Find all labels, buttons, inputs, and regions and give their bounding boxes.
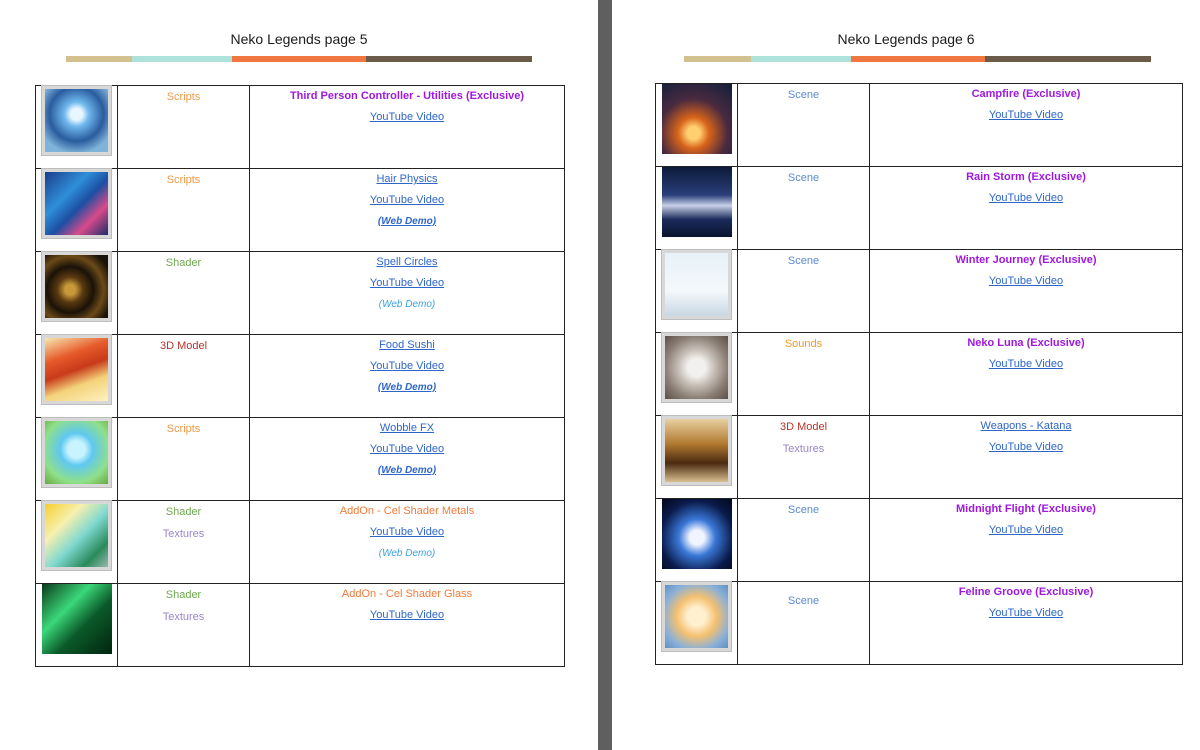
category-label: Scripts <box>166 423 201 435</box>
youtube-video-link[interactable]: YouTube Video <box>369 609 445 621</box>
table-row <box>36 418 565 501</box>
asset-title: Campfire (Exclusive) <box>971 88 1081 100</box>
thumbnail-cell <box>656 167 738 250</box>
witch-icon <box>662 499 732 569</box>
youtube-video-link[interactable]: YouTube Video <box>369 443 445 455</box>
asset-info-cell <box>870 250 1183 333</box>
cyber-character-icon <box>42 86 111 155</box>
youtube-video-link[interactable]: YouTube Video <box>369 526 445 538</box>
table-row <box>36 169 565 252</box>
table-row <box>36 252 565 335</box>
anime-hair-icon <box>42 169 111 238</box>
category-label: Shader <box>165 506 202 518</box>
category-cell <box>738 416 870 499</box>
asset-title: AddOn - Cel Shader Metals <box>339 505 475 517</box>
category-cell <box>118 86 250 169</box>
youtube-video-link[interactable]: YouTube Video <box>988 275 1064 287</box>
slime-icon <box>42 418 111 487</box>
thumbnail-cell <box>656 582 738 665</box>
thumbnail-cell <box>36 252 118 335</box>
web-demo-link[interactable]: (Web Demo) <box>378 548 436 559</box>
document-page-5 <box>0 0 598 750</box>
cat-icon <box>662 333 731 402</box>
youtube-video-link[interactable]: YouTube Video <box>369 194 445 206</box>
rain-storm-icon <box>662 167 732 237</box>
thumbnail-cell <box>36 86 118 169</box>
category-cell <box>738 84 870 167</box>
table-row <box>656 416 1183 499</box>
category-cell <box>118 418 250 501</box>
thumbnail-cell <box>36 169 118 252</box>
asset-title: Midnight Flight (Exclusive) <box>956 503 1096 515</box>
table-row <box>656 84 1183 167</box>
asset-info-cell <box>870 582 1183 665</box>
category-label: Scene <box>787 89 820 101</box>
category-label: Scene <box>787 255 820 267</box>
asset-info-cell <box>870 416 1183 499</box>
asset-title[interactable]: Wobble FX <box>379 422 435 434</box>
table-row <box>656 499 1183 582</box>
asset-title: Winter Journey (Exclusive) <box>955 254 1097 266</box>
asset-info-cell <box>250 584 565 667</box>
asset-title: AddOn - Cel Shader Glass <box>341 588 473 600</box>
web-demo-link[interactable]: (Web Demo) <box>377 465 437 476</box>
category-cell <box>118 169 250 252</box>
page-title: Neko Legends page 6 <box>837 31 975 47</box>
table-row <box>656 333 1183 416</box>
asset-info-cell <box>250 169 565 252</box>
asset-info-cell <box>870 499 1183 582</box>
asset-info-cell <box>870 84 1183 167</box>
asset-title[interactable]: Spell Circles <box>376 256 438 268</box>
asset-title[interactable]: Hair Physics <box>376 173 438 185</box>
table-row <box>656 250 1183 333</box>
category-label: Shader <box>165 257 202 269</box>
table-row <box>36 86 565 169</box>
category-label: 3D Model <box>779 421 828 433</box>
table-row <box>656 167 1183 250</box>
category-label: Scripts <box>166 174 201 186</box>
youtube-video-link[interactable]: YouTube Video <box>369 277 445 289</box>
asset-title[interactable]: Weapons - Katana <box>980 420 1072 432</box>
category-label: Shader <box>165 589 202 601</box>
youtube-video-link[interactable]: YouTube Video <box>369 111 445 123</box>
asset-title: Feline Groove (Exclusive) <box>958 586 1094 598</box>
table-row <box>656 582 1183 665</box>
winter-character-icon <box>662 250 731 319</box>
category-cell <box>118 501 250 584</box>
asset-info-cell <box>250 86 565 169</box>
table-row <box>36 584 565 667</box>
youtube-video-link[interactable]: YouTube Video <box>988 192 1064 204</box>
asset-info-cell <box>250 252 565 335</box>
asset-info-cell <box>250 501 565 584</box>
category-label: Scene <box>787 595 820 607</box>
category-cell <box>738 250 870 333</box>
category-cell <box>738 499 870 582</box>
youtube-video-link[interactable]: YouTube Video <box>988 109 1064 121</box>
metal-blade-icon <box>42 501 111 570</box>
spell-circle-icon <box>42 252 111 321</box>
document-page-6 <box>612 0 1200 750</box>
green-glass-icon <box>42 584 112 654</box>
thumbnail-cell <box>656 333 738 416</box>
asset-title: Rain Storm (Exclusive) <box>966 171 1086 183</box>
asset-title: Neko Luna (Exclusive) <box>967 337 1085 349</box>
asset-table <box>655 83 1183 665</box>
thumbnail-cell <box>656 84 738 167</box>
web-demo-link[interactable]: (Web Demo) <box>378 299 436 310</box>
thumbnail-cell <box>656 250 738 333</box>
category-cell <box>118 252 250 335</box>
thumbnail-cell <box>36 501 118 584</box>
youtube-video-link[interactable]: YouTube Video <box>988 441 1064 453</box>
color-stripe <box>684 56 1151 62</box>
color-stripe <box>66 56 532 62</box>
asset-info-cell <box>250 335 565 418</box>
asset-info-cell <box>870 167 1183 250</box>
campfire-icon <box>662 84 732 154</box>
category-label: Textures <box>162 528 205 540</box>
dancing-cat-icon <box>662 582 731 651</box>
category-label: 3D Model <box>159 340 208 352</box>
youtube-video-link[interactable]: YouTube Video <box>988 358 1064 370</box>
thumbnail-cell <box>36 584 118 667</box>
youtube-video-link[interactable]: YouTube Video <box>369 360 445 372</box>
asset-info-cell <box>250 418 565 501</box>
category-cell <box>118 335 250 418</box>
asset-info-cell <box>870 333 1183 416</box>
category-cell <box>738 582 870 665</box>
category-label: Textures <box>782 443 825 455</box>
thumbnail-cell <box>36 418 118 501</box>
thumbnail-cell <box>656 499 738 582</box>
category-label: Scene <box>787 172 820 184</box>
category-cell <box>738 333 870 416</box>
youtube-video-link[interactable]: YouTube Video <box>988 524 1064 536</box>
youtube-video-link[interactable]: YouTube Video <box>988 607 1064 619</box>
asset-table <box>35 85 565 667</box>
web-demo-link[interactable]: (Web Demo) <box>377 216 437 227</box>
category-cell <box>118 584 250 667</box>
category-label: Textures <box>162 611 205 623</box>
katana-room-icon <box>662 416 731 485</box>
thumbnail-cell <box>656 416 738 499</box>
category-label: Sounds <box>784 338 823 350</box>
sushi-icon <box>42 335 111 404</box>
category-cell <box>738 167 870 250</box>
thumbnail-cell <box>36 335 118 418</box>
web-demo-link[interactable]: (Web Demo) <box>377 382 437 393</box>
page-title: Neko Legends page 5 <box>230 31 368 47</box>
table-row <box>36 501 565 584</box>
asset-title[interactable]: Food Sushi <box>379 339 435 351</box>
category-label: Scripts <box>166 91 201 103</box>
asset-title: Third Person Controller - Utilities (Exclusive) <box>289 90 525 102</box>
table-row <box>36 335 565 418</box>
category-label: Scene <box>787 504 820 516</box>
